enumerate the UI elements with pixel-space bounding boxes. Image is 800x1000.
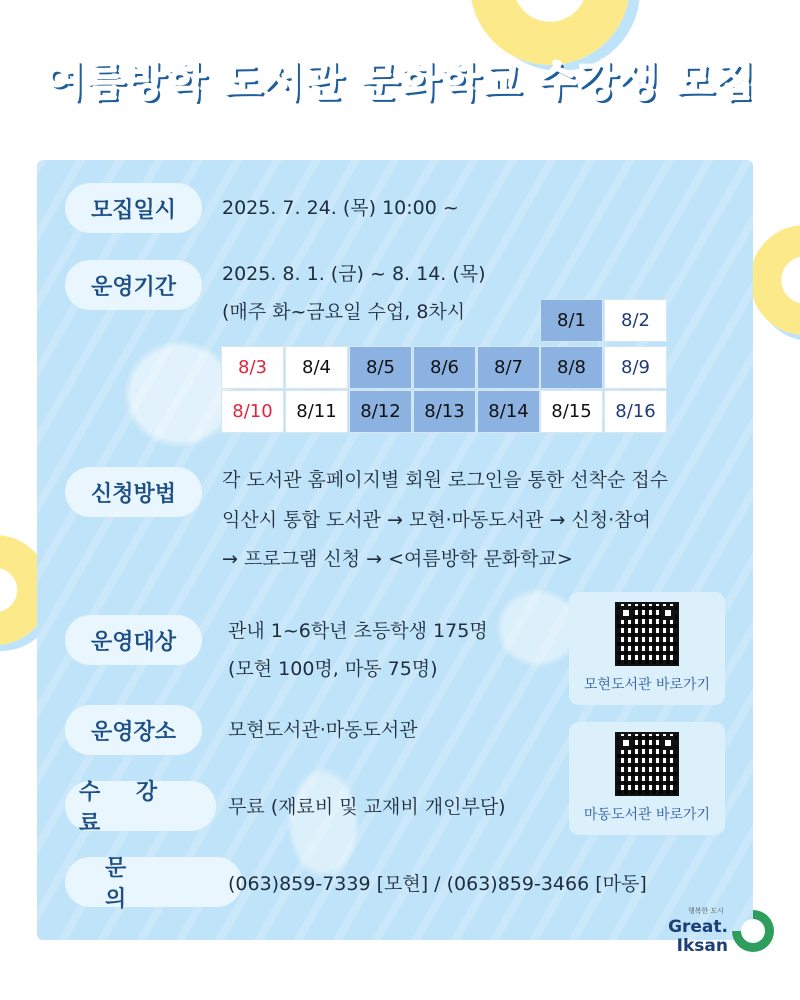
calendar-cell: 8/2 bbox=[604, 299, 667, 342]
logo-wordmark bbox=[648, 918, 728, 956]
recruit-text: 2025. 7. 24. (목) 10:00 ~ bbox=[222, 197, 459, 219]
place-text: 모현도서관·마동도서관 bbox=[228, 719, 418, 741]
calendar-cell: 8/16 bbox=[604, 390, 667, 433]
calendar-cell: 8/12 bbox=[349, 390, 412, 433]
target-line2: (모현 100명, 마동 75명) bbox=[228, 658, 438, 680]
qr-card-mohyeon[interactable] bbox=[569, 592, 725, 705]
calendar-cell: 8/13 bbox=[413, 390, 476, 433]
apply-line1: 각 도서관 홈페이지별 회원 로그인을 통한 선착순 접수 bbox=[222, 469, 669, 491]
apply-line2: 익산시 통합 도서관 → 모현·마동도서관 → 신청·참여 bbox=[222, 509, 651, 531]
label-apply: 신청방법 bbox=[65, 467, 202, 517]
logo-g-icon bbox=[732, 910, 774, 952]
label-fee: 수 강 료 bbox=[65, 781, 216, 831]
target-line1: 관내 1~6학년 초등학생 175명 bbox=[228, 620, 488, 642]
calendar-cell: 8/7 bbox=[477, 346, 540, 389]
calendar-cell: 8/9 bbox=[604, 346, 667, 389]
qr-card-madong[interactable] bbox=[569, 722, 725, 835]
calendar-cell: 8/15 bbox=[540, 390, 603, 433]
fee-text: 무료 (재료비 및 교재비 개인부담) bbox=[228, 796, 506, 818]
calendar-cell: 8/14 bbox=[477, 390, 540, 433]
label-place: 운영장소 bbox=[65, 705, 202, 755]
label-target: 운영대상 bbox=[65, 615, 202, 665]
calendar-cell: 8/6 bbox=[413, 346, 476, 389]
calendar-cell: 8/1 bbox=[540, 299, 603, 342]
poster-title: 여름방학 도서관 문화학교 수강생 모집 bbox=[44, 57, 756, 105]
calendar-cell: 8/5 bbox=[349, 346, 412, 389]
calendar-cell: 8/8 bbox=[540, 346, 603, 389]
label-recruit: 모집일시 bbox=[65, 183, 202, 233]
logo-tagline: 행복한 도시 bbox=[688, 907, 725, 915]
calendar-cell: 8/11 bbox=[285, 390, 348, 433]
calendar-cell: 8/3 bbox=[221, 346, 284, 389]
calendar-cell: 8/4 bbox=[285, 346, 348, 389]
apply-line3: → 프로그램 신청 → <여름방학 문화학교> bbox=[222, 548, 573, 570]
contact-text: (063)859-7339 [모현] / (063)859-3466 [마동] bbox=[228, 873, 647, 895]
label-period: 운영기간 bbox=[65, 260, 202, 310]
label-contact: 문 의 bbox=[65, 857, 242, 907]
qr-code-icon[interactable] bbox=[615, 602, 679, 666]
great-iksan-logo bbox=[648, 906, 758, 966]
qr-label-madong[interactable]: 마동도서관 바로가기 bbox=[583, 807, 711, 823]
qr-code-icon[interactable] bbox=[615, 732, 679, 796]
period-line1: 2025. 8. 1. (금) ~ 8. 14. (목) bbox=[222, 263, 486, 285]
calendar-cell: 8/10 bbox=[221, 390, 284, 433]
logo-line1: Great. bbox=[668, 917, 728, 937]
period-line2: (매주 화~금요일 수업, 8차시 bbox=[222, 301, 466, 323]
logo-line2: Iksan bbox=[676, 936, 728, 956]
float-ring-decoration bbox=[750, 225, 800, 335]
qr-label-mohyeon[interactable]: 모현도서관 바로가기 bbox=[583, 677, 711, 693]
